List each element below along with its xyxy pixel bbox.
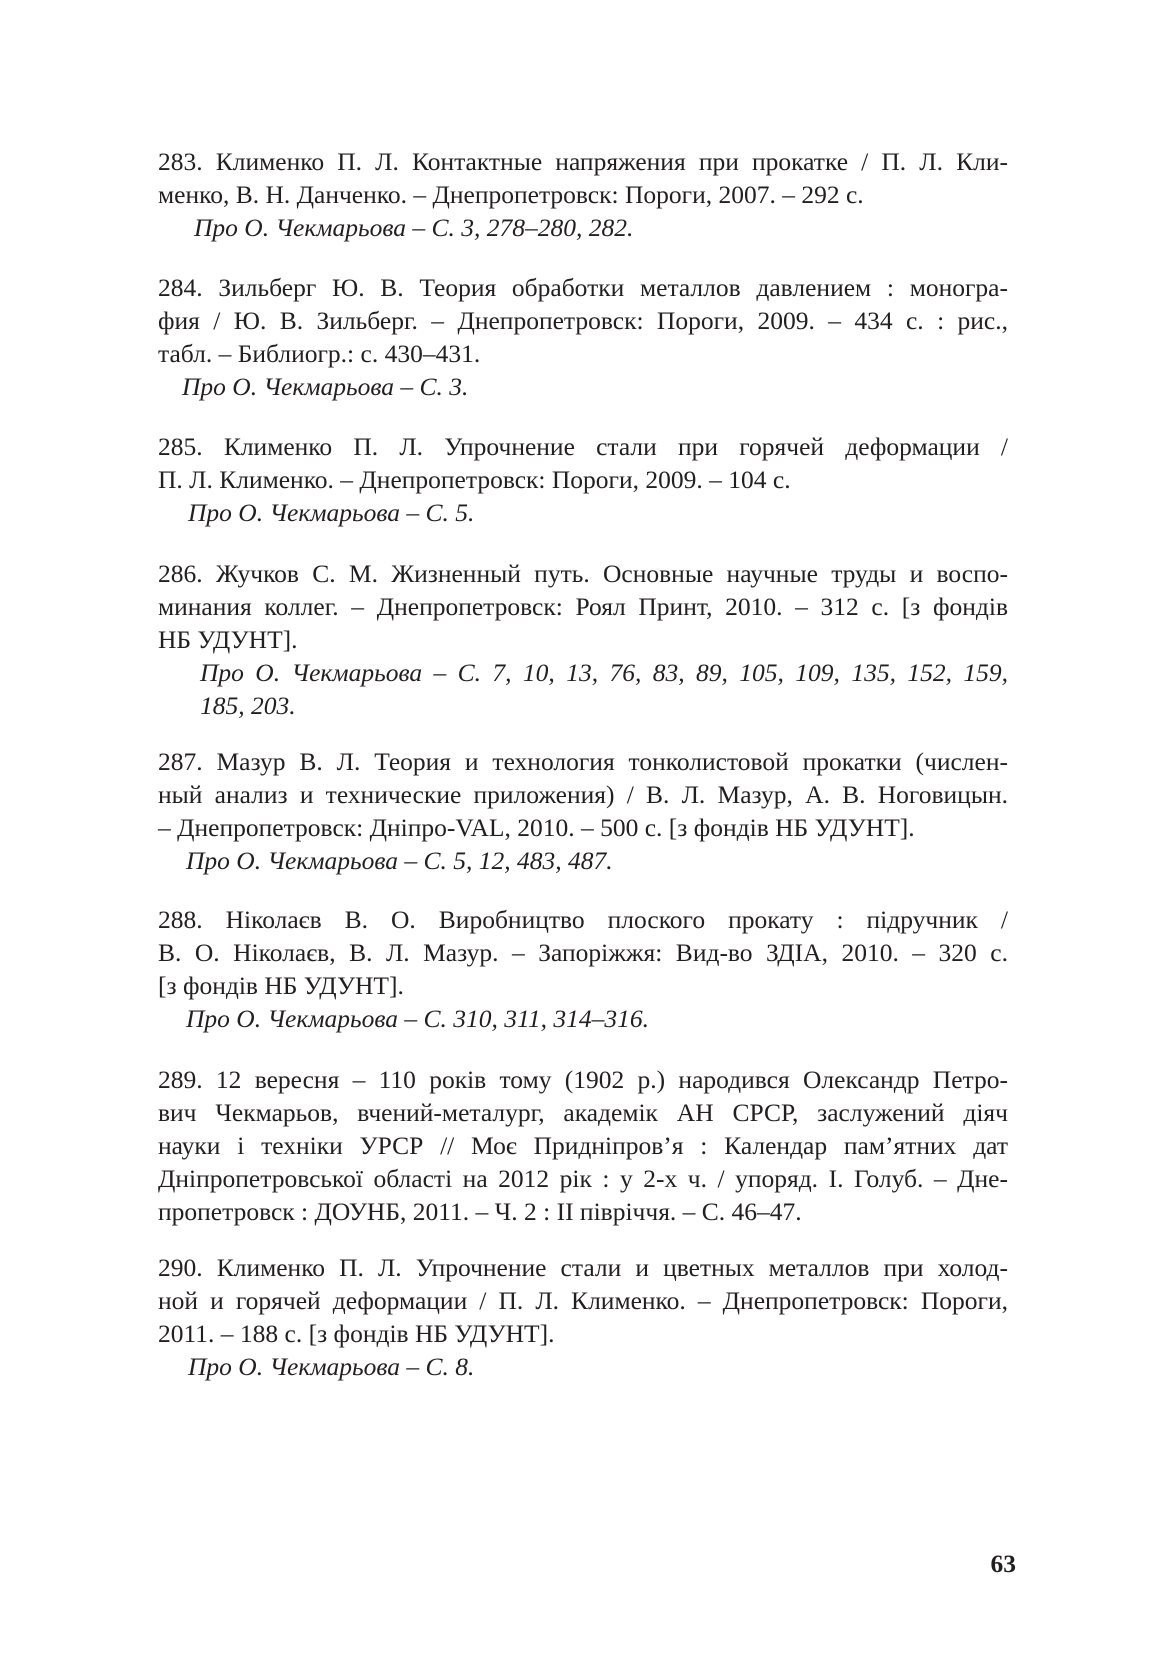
entry-line: Дніпропетровської області на 2012 рік : у 2-х ч. / упоряд. І. Голуб. – Дне- bbox=[158, 1164, 1008, 1193]
bibliography-entry-288 bbox=[158, 903, 1008, 1035]
bibliography-entry-283 bbox=[158, 145, 1008, 244]
entry-line: 286. Жучков С. М. Жизненный путь. Основные научные труды и воспо- bbox=[158, 559, 1008, 588]
entry-line: 2011. – 188 с. [з фондів НБ УДУНТ]. bbox=[158, 1319, 555, 1348]
entry-line: ный анализ и технические приложения) / В. Л. Мазур, А. В. Ноговицын. bbox=[158, 780, 1008, 809]
entry-note: Про О. Чекмарьова – С. 5. bbox=[188, 498, 475, 527]
bibliography-entry-289 bbox=[158, 1063, 1008, 1228]
entry-line: 288. Ніколаєв В. О. Виробництво плоского прокату : підручник / bbox=[158, 905, 1008, 934]
entry-note-continuation: 185, 203. bbox=[200, 691, 296, 720]
entry-line: 283. Клименко П. Л. Контактные напряжения при прокатке / П. Л. Кли- bbox=[158, 147, 1008, 176]
entry-line: 289. 12 вересня – 110 років тому (1902 р.) народився Олександр Петро- bbox=[158, 1065, 1008, 1094]
bibliography-entry-285 bbox=[158, 430, 1008, 529]
entry-line: ной и горячей деформации / П. Л. Клименко. – Днепропетровск: Пороги, bbox=[158, 1286, 1008, 1315]
entry-line: 287. Мазур В. Л. Теория и технология тонколистовой прокатки (числен- bbox=[158, 747, 1008, 776]
bibliography-entry-287 bbox=[158, 745, 1008, 877]
entry-line: – Днепропетровск: Дніпро-VAL, 2010. – 500 с. [з фондів НБ УДУНТ]. bbox=[158, 813, 915, 842]
entry-line: вич Чекмарьов, вчений-металург, академік АН СРСР, заслужений діяч bbox=[158, 1098, 1008, 1127]
entry-line: 285. Клименко П. Л. Упрочнение стали при горячей деформации / bbox=[158, 432, 1008, 461]
entry-line: фия / Ю. В. Зильберг. – Днепропетровск: Пороги, 2009. – 434 с. : рис., bbox=[158, 306, 1008, 335]
entry-line: табл. – Библиогр.: с. 430–431. bbox=[158, 339, 481, 368]
bibliography-entry-290 bbox=[158, 1251, 1008, 1383]
page-number: 63 bbox=[990, 1549, 1016, 1578]
entry-line: В. О. Ніколаєв, В. Л. Мазур. – Запоріжжя: Вид-во ЗДІА, 2010. – 320 с. bbox=[158, 938, 1008, 967]
entry-note: Про О. Чекмарьова – С. 7, 10, 13, 76, 83, 89, 105, 109, 135, 152, 159, bbox=[200, 658, 1008, 687]
entry-line: минания коллег. – Днепропетровск: Роял Принт, 2010. – 312 с. [з фондів bbox=[158, 592, 1008, 621]
entry-note: Про О. Чекмарьова – С. 5, 12, 483, 487. bbox=[186, 846, 613, 875]
entry-note: Про О. Чекмарьова – С. 310, 311, 314–316. bbox=[186, 1004, 650, 1033]
entry-line: науки і техніки УРСР // Моє Придніпров’я : Календар пам’ятних дат bbox=[158, 1131, 1008, 1160]
entry-note: Про О. Чекмарьова – С. 3. bbox=[182, 372, 469, 401]
entry-line: 284. Зильберг Ю. В. Теория обработки металлов давлением : моногра- bbox=[158, 273, 1008, 302]
bibliography-entry-284 bbox=[158, 271, 1008, 403]
entry-line: 290. Клименко П. Л. Упрочнение стали и цветных металлов при холод- bbox=[158, 1253, 1008, 1282]
entry-note: Про О. Чекмарьова – С. 3, 278–280, 282. bbox=[194, 213, 634, 242]
entry-line: [з фондів НБ УДУНТ]. bbox=[158, 971, 404, 1000]
entry-line: пропетровск : ДОУНБ, 2011. – Ч. 2 : ІІ півріччя. – С. 46–47. bbox=[158, 1197, 802, 1226]
bibliography-entry-286 bbox=[158, 557, 1008, 722]
entry-line: НБ УДУНТ]. bbox=[158, 625, 298, 654]
entry-note: Про О. Чекмарьова – С. 8. bbox=[188, 1352, 475, 1381]
entry-line: П. Л. Клименко. – Днепропетровск: Пороги, 2009. – 104 с. bbox=[158, 465, 791, 494]
entry-line: менко, В. Н. Данченко. – Днепропетровск: Пороги, 2007. – 292 с. bbox=[158, 180, 864, 209]
